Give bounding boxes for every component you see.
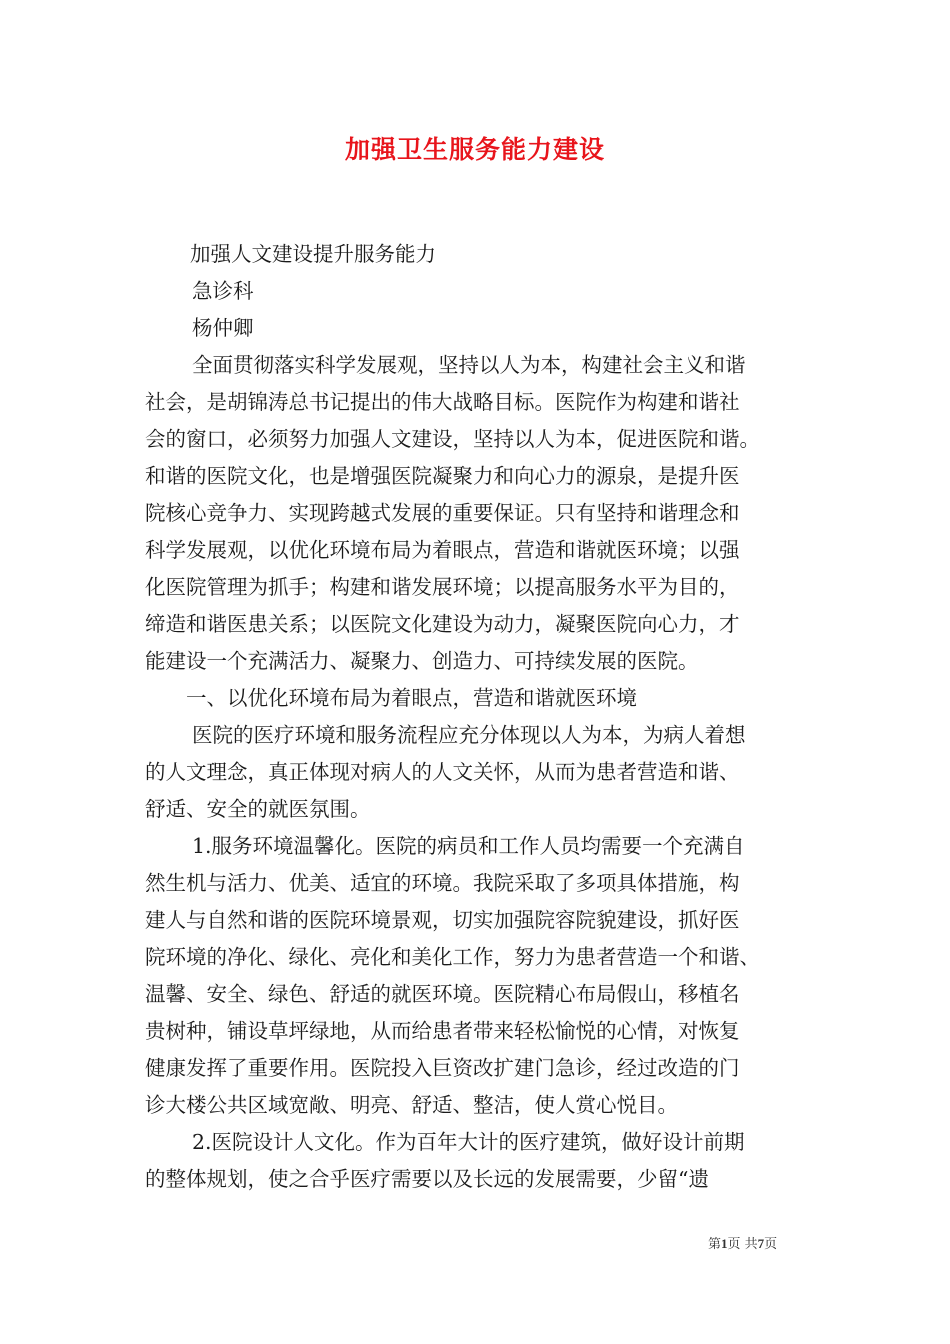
text-line: 和谐的医院文化，也是增强医院凝聚力和向心力的源泉，是提升医 (145, 464, 740, 488)
text-line: 杨仲卿 (192, 316, 254, 340)
page-footer (708, 1235, 777, 1254)
text-line: 加强人文建设提升服务能力 (190, 242, 436, 266)
text-line: 缔造和谐医患关系；以医院文化建设为动力，凝聚医院向心力，才 (145, 612, 740, 636)
text-line: 院核心竞争力、实现跨越式发展的重要保证。只有坚持和谐理念和 (145, 501, 740, 525)
text-line: 院环境的净化、绿化、亮化和美化工作，努力为患者营造一个和谐、 (145, 945, 760, 969)
text-line: 急诊科 (192, 279, 254, 303)
footer-prefix: 第 (708, 1237, 722, 1252)
text-line: 会的窗口，必须努力加强人文建设，坚持以人为本，促进医院和谐。 (145, 427, 760, 451)
text-line: 建人与自然和谐的医院环境景观，切实加强院容院貌建设，抓好医 (145, 908, 740, 932)
footer-total-pages: 7 (757, 1236, 765, 1251)
document-body (145, 236, 813, 1198)
text-line: 2.医院设计人文化。作为百年大计的医疗建筑，做好设计前期 (192, 1130, 745, 1154)
text-line: 全面贯彻落实科学发展观，坚持以人为本，构建社会主义和谐 (192, 353, 746, 377)
text-line: 1.服务环境温馨化。医院的病员和工作人员均需要一个充满自 (192, 834, 745, 858)
text-line: 一、以优化环境布局为着眼点，营造和谐就医环境 (186, 686, 637, 710)
text-line: 化医院管理为抓手；构建和谐发展环境；以提高服务水平为目的， (145, 575, 740, 599)
text-line: 的人文理念，真正体现对病人的人文关怀，从而为患者营造和谐、 (145, 760, 740, 784)
text-line: 社会，是胡锦涛总书记提出的伟大战略目标。医院作为构建和谐社 (145, 390, 740, 414)
text-line: 健康发挥了重要作用。医院投入巨资改扩建门急诊，经过改造的门 (145, 1056, 740, 1080)
text-line: 科学发展观，以优化环境布局为着眼点，营造和谐就医环境；以强 (145, 538, 740, 562)
text-line: 然生机与活力、优美、适宜的环境。我院采取了多项具体措施，构 (145, 871, 740, 895)
footer-page-number: 1 (721, 1236, 728, 1251)
text-line: 贵树种，铺设草坪绿地，从而给患者带来轻松愉悦的心情，对恢复 (145, 1019, 740, 1043)
text-line: 医院的医疗环境和服务流程应充分体现以人为本，为病人着想 (192, 723, 746, 747)
text-line: 舒适、安全的就医氛围。 (145, 797, 371, 821)
text-line: 的整体规划，使之合乎医疗需要以及长远的发展需要，少留“遗 (145, 1167, 709, 1191)
text-line: 能建设一个充满活力、凝聚力、创造力、可持续发展的医院。 (145, 649, 699, 673)
footer-mid: 页 共 (727, 1237, 758, 1252)
text-line: 温馨、安全、绿色、舒适的就医环境。医院精心布局假山，移植名 (145, 982, 740, 1006)
text-line: 诊大楼公共区域宽敞、明亮、舒适、整洁，使人赏心悦目。 (145, 1093, 678, 1117)
document-title: 加强卫生服务能力建设 (344, 135, 605, 164)
footer-suffix: 页 (764, 1237, 778, 1252)
